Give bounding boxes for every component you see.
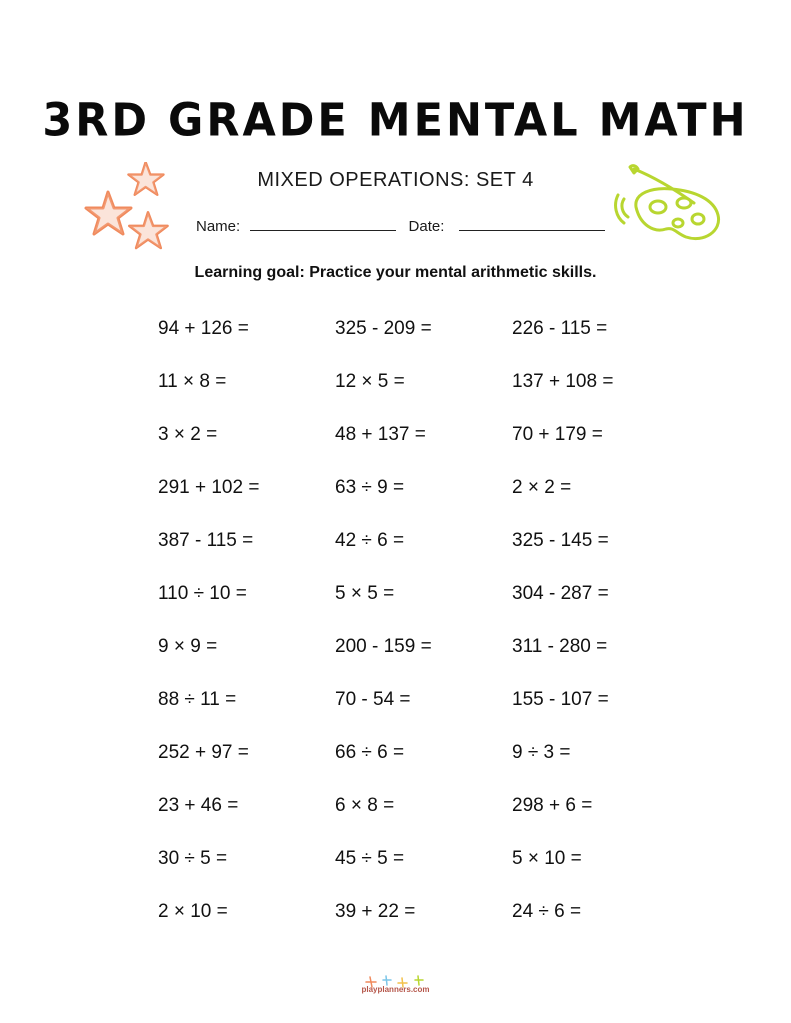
footer-logo[interactable] [0, 975, 791, 994]
problem: 2 × 2 = [512, 477, 572, 498]
problem: 23 + 46 = [158, 795, 239, 816]
problem: 6 × 8 = [335, 795, 395, 816]
problem: 11 × 8 = [158, 371, 227, 392]
problem: 9 × 9 = [158, 636, 218, 657]
problem-row [158, 371, 718, 424]
problem-row [158, 742, 718, 795]
name-field[interactable] [250, 216, 396, 231]
problem: 24 ÷ 6 = [512, 901, 582, 922]
problem: 5 × 5 = [335, 583, 395, 604]
problem: 39 + 22 = [335, 901, 416, 922]
paint-palette-icon [614, 163, 726, 248]
problem: 70 - 54 = [335, 689, 411, 710]
problem: 252 + 97 = [158, 742, 249, 763]
problem-row [158, 689, 718, 742]
problem: 325 - 145 = [512, 530, 609, 551]
problem: 298 + 6 = [512, 795, 593, 816]
date-field[interactable] [459, 216, 605, 231]
problem: 12 × 5 = [335, 371, 405, 392]
problem-row [158, 583, 718, 636]
date-label: Date: [408, 218, 445, 235]
problem: 304 - 287 = [512, 583, 609, 604]
problem: 387 - 115 = [158, 530, 254, 551]
problem: 88 ÷ 11 = [158, 689, 237, 710]
problem: 48 + 137 = [335, 424, 426, 445]
problem-row [158, 636, 718, 689]
problem: 42 ÷ 6 = [335, 530, 405, 551]
problem: 30 ÷ 5 = [158, 848, 228, 869]
problem: 3 × 2 = [158, 424, 218, 445]
worksheet-title: 3RD GRADE MENTAL MATH [42, 94, 749, 148]
problem: 45 ÷ 5 = [335, 848, 405, 869]
problem: 155 - 107 = [512, 689, 609, 710]
name-date-line [196, 216, 605, 235]
problem: 311 - 280 = [512, 636, 608, 657]
brand-text: playplanners.com [361, 985, 430, 994]
problem: 325 - 209 = [335, 318, 432, 339]
problem: 226 - 115 = [512, 318, 608, 339]
problem-grid [158, 318, 718, 954]
problem: 137 + 108 = [512, 371, 614, 392]
problem: 70 + 179 = [512, 424, 603, 445]
problem: 5 × 10 = [512, 848, 582, 869]
name-label: Name: [196, 218, 241, 235]
worksheet-subtitle: MIXED OPERATIONS: SET 4 [257, 169, 534, 191]
problem: 66 ÷ 6 = [335, 742, 405, 763]
problem-row [158, 848, 718, 901]
problem: 63 ÷ 9 = [335, 477, 405, 498]
problem: 94 + 126 = [158, 318, 249, 339]
problem-row [158, 530, 718, 583]
problem: 110 ÷ 10 = [158, 583, 247, 604]
problem-row [158, 901, 718, 954]
problem-row [158, 424, 718, 477]
problem: 9 ÷ 3 = [512, 742, 571, 763]
problem-row [158, 477, 718, 530]
problem-row [158, 318, 718, 371]
problem-row [158, 795, 718, 848]
learning-goal: Learning goal: Practice your mental arithmetic skills. [194, 264, 597, 281]
problem: 2 × 10 = [158, 901, 228, 922]
problem: 200 - 159 = [335, 636, 432, 657]
problem: 291 + 102 = [158, 477, 260, 498]
